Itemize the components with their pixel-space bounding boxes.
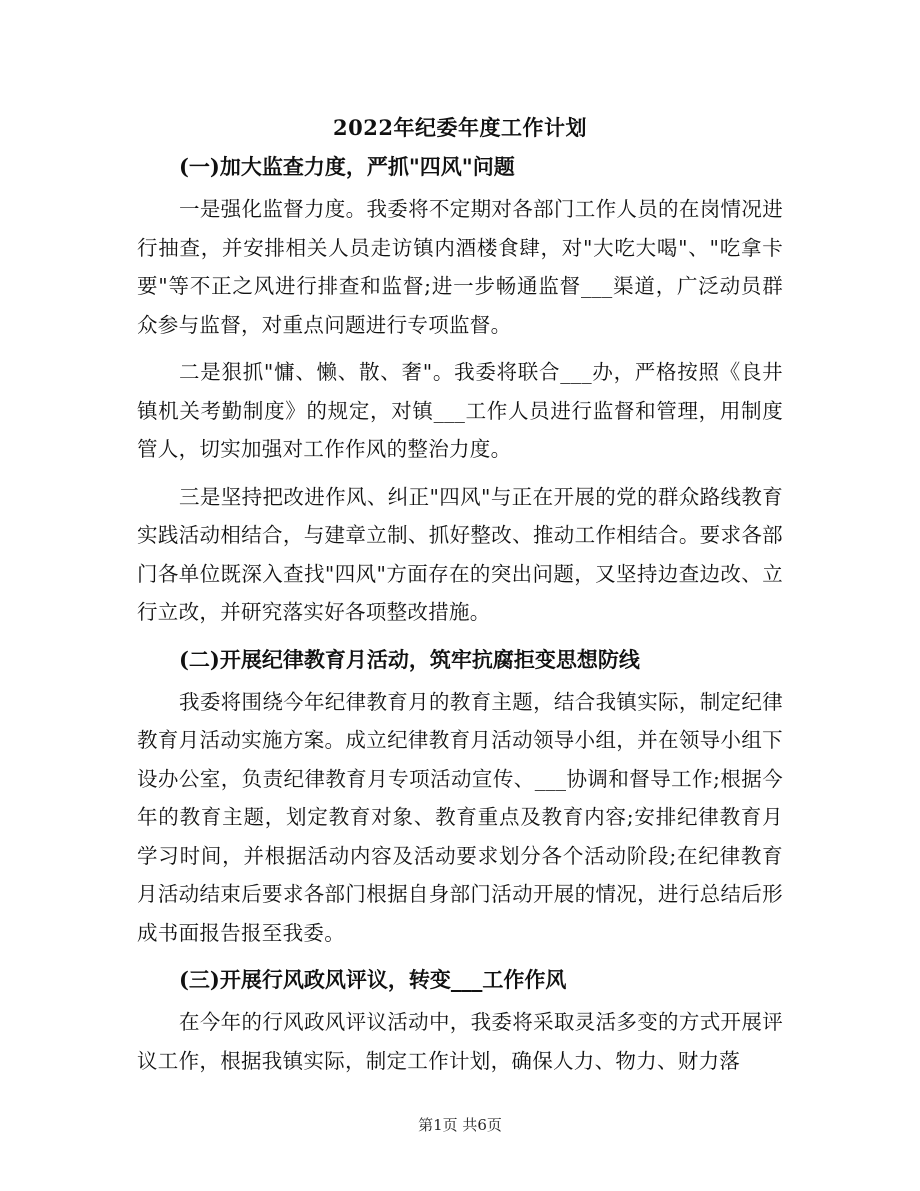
section-heading: (二)开展纪律教育月活动，筑牢抗腐拒变思想防线 (179, 646, 640, 672)
section-1 (137, 148, 783, 632)
section-2 (137, 641, 783, 953)
section-heading: (三)开展行风政风评议，转变___工作作风 (179, 967, 567, 992)
paragraph: 一是强化监督力度。我委将不定期对各部门工作人员的在岗情况进行抽查，并安排相关人员走访镇内酒楼食肆，对"大吃大喝"、"吃拿卡要"等不正之风进行排查和监督;进一步畅通监督___渠道，广泛动员群众参与监督，对重点问题进行专项监督。 (137, 197, 783, 337)
section-3 (137, 961, 783, 1080)
paragraph: 在今年的行风政风评议活动中，我委将采取灵活多变的方式开展评议工作，根据我镇实际，制定工作计划，确保人力、物力、财力落 (137, 1010, 783, 1073)
page-number-footer: 第1页 共6页 (418, 1116, 502, 1134)
paragraph: 二是狠抓"慵、懒、散、奢"。我委将联合___办，严格按照《良井镇机关考勤制度》的规定，对镇___工作人员进行监督和管理，用制度管人，切实加强对工作作风的整治力度。 (137, 360, 783, 461)
section-heading: (一)加大监查力度，严抓"四风"问题 (179, 154, 515, 179)
document-title: 2022年纪委年度工作计划 (333, 115, 587, 140)
document-body (137, 148, 783, 1089)
paragraph: 我委将围绕今年纪律教育月的教育主题，结合我镇实际，制定纪律教育月活动实施方案。成立纪律教育月活动领导小组，并在领导小组下设办公室，负责纪律教育月专项活动宣传、___协调和督导工作;根据今年的教育主题，划定教育对象、教育重点及教育内容;安排纪律教育月学习时间，并根据活动内容及活动要求划分各个活动阶段;在纪律教育月活动结束后要求各部门根据自身部门活动开展的情况，进行总结后形成书面报告报至我委。 (137, 689, 783, 945)
paragraph: 三是坚持把改进作风、纠正"四风"与正在开展的党的群众路线教育实践活动相结合，与建章立制、抓好整改、推动工作相结合。要求各部门各单位既深入查找"四风"方面存在的突出问题，又坚持边查边改、立行立改，并研究落实好各项整改措施。 (137, 484, 783, 624)
